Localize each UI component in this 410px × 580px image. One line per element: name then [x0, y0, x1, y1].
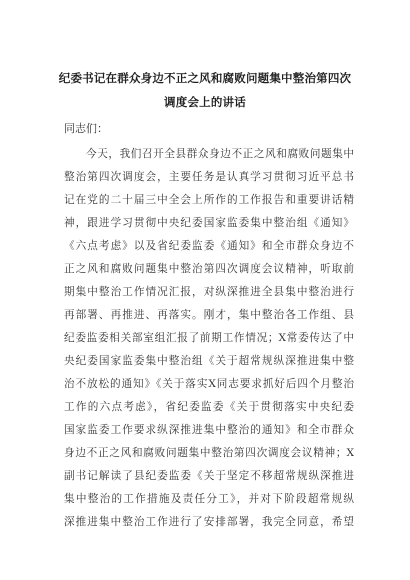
body-line: 身边不正之风和腐败问题集中整治第四次调度会议精神；X: [64, 447, 354, 459]
body-line: 今天，我们召开全县群众身边不正之风和腐败问题集中: [86, 148, 354, 160]
document-title-line-2: 调度会上的讲话: [164, 95, 246, 109]
document-title-line-1: 纪委书记在群众身边不正之风和腐败问题集中整治第四次: [58, 71, 352, 85]
body-line: 《六点考虑》以及省纪委监委《通知》和全市群众身边不: [64, 240, 354, 252]
body-line: 国家监委工作要求纵深推进集中整治的通知》和全市群众: [64, 424, 354, 436]
body-line: 整治第四次调度会，主要任务是认真学习贯彻习近平总书: [64, 171, 354, 183]
body-line: 再部署、再推进、再落实。刚才，集中整治各工作组、县: [64, 309, 354, 321]
body-line: 正之风和腐败问题集中整治第四次调度会议精神，听取前: [64, 263, 354, 275]
body-line: 神，跟进学习贯彻中央纪委国家监委集中整治组《通知》: [64, 217, 354, 229]
body-line: 记在党的二十届三中全会上所作的工作报告和重要讲话精: [64, 194, 354, 206]
body-line: 深推进集中整治工作进行了安排部署，我完全同意，希望: [64, 516, 354, 528]
body-line: 央纪委国家监委集中整治组《关于超常规纵深推进集中整: [64, 355, 354, 367]
body-line: 副书记解读了县纪委监委《关于坚定不移超常规纵深推进: [64, 470, 354, 482]
body-line: 纪委监委相关部室组汇报了前期工作情况；X常委传达了中: [64, 332, 354, 344]
body-line: 集中整治的工作措施及责任分工》，并对下阶段超常规纵: [64, 493, 354, 505]
body-line: 期集中整治工作情况汇报，对纵深推进全县集中整治进行: [64, 286, 354, 298]
body-line: 治不放松的通知》《关于落实X同志要求抓好后四个月整治: [64, 378, 354, 390]
body-line: 工作的六点考虑》，省纪委监委《关于贯彻落实中央纪委: [64, 401, 354, 413]
salutation: 同志们：: [64, 122, 108, 135]
